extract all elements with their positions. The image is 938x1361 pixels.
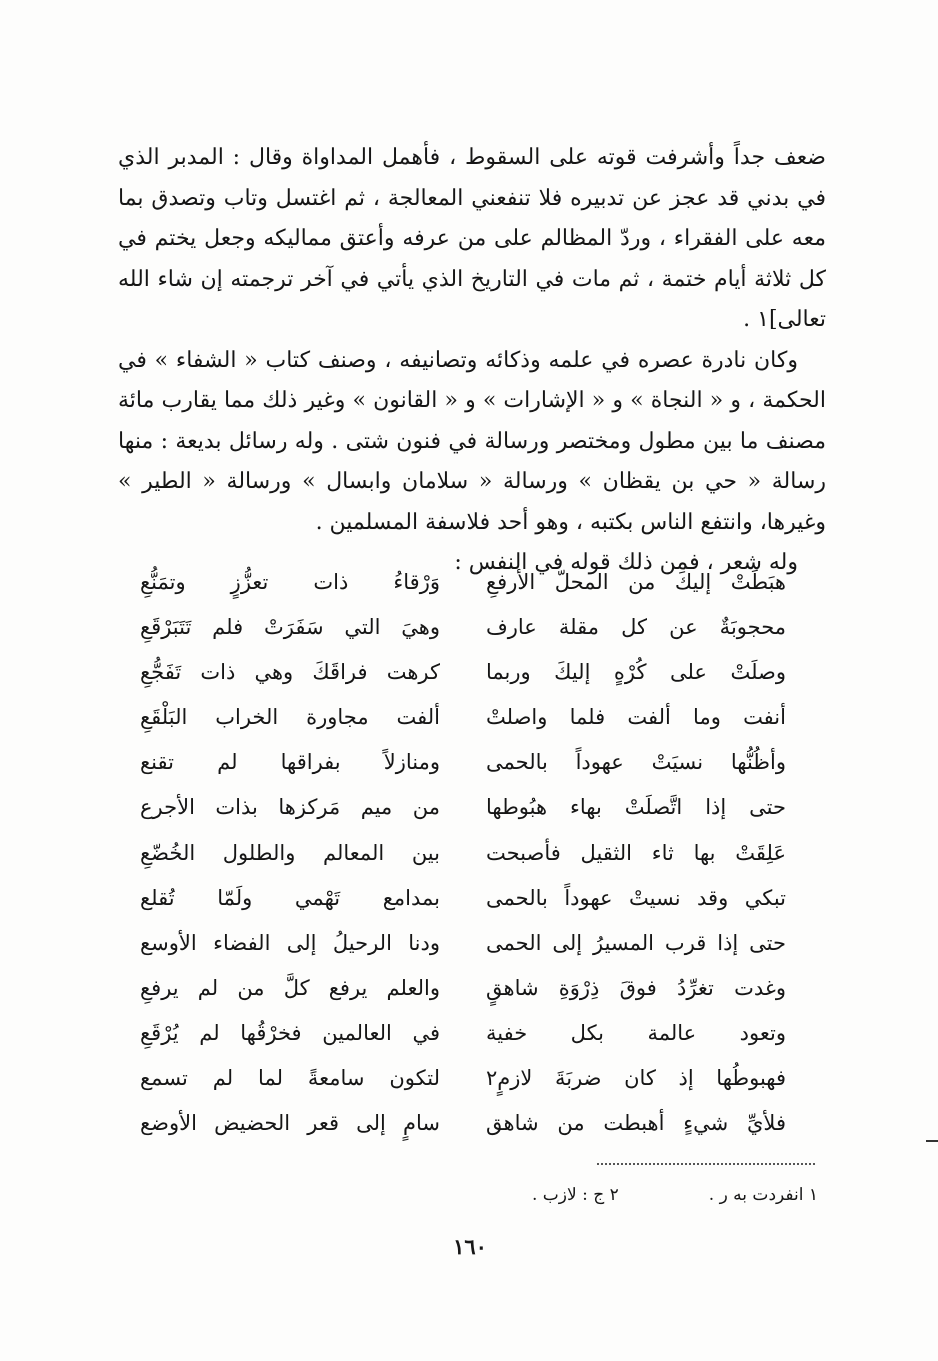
verse-second-hemistich: سامٍ إلى قعر الحضيض الأوضع <box>140 1111 440 1136</box>
verse-second-hemistich: وَرْقاءُ ذات تعزُّزٍ وتمَنُّعِ <box>140 570 440 594</box>
verse <box>140 1011 786 1056</box>
verse-first-hemistich: عَلِقَتْ بها ثاء الثقيل فأصبحت <box>486 840 786 865</box>
verse-first-hemistich: تبكي وقد نسيتْ عهوداً بالحمى <box>486 885 786 910</box>
prose-block <box>118 138 826 584</box>
page-number: ١٦٠ <box>453 1234 487 1259</box>
margin-mark <box>926 1140 938 1142</box>
verse <box>140 785 786 830</box>
verse-second-hemistich: في العالمين فخرْقُها لم يُرْقَعِ <box>140 1020 440 1045</box>
verse <box>140 650 786 695</box>
verse <box>140 831 786 876</box>
verse-second-hemistich: بين المعالم والطلول الخُضّعِ <box>140 840 440 865</box>
footnotes <box>420 1180 818 1210</box>
verse <box>140 740 786 785</box>
verse-first-hemistich: حتى إذا قرب المسيرُ إلى الحمى <box>486 930 786 955</box>
verse <box>140 1056 786 1101</box>
verse <box>140 921 786 966</box>
verse <box>140 876 786 921</box>
verse <box>140 560 786 605</box>
verse-second-hemistich: من ميم مَركزها بذات الأجرع <box>140 795 440 820</box>
verse <box>140 605 786 650</box>
verse-first-hemistich: فهبوطُها إذ كان ضربَةَ لازمٍ٢ <box>486 1066 786 1091</box>
footnote-1: ١ انفردت به ر . <box>708 1185 818 1205</box>
verse-first-hemistich: وغدت تغرِّدُ فوقَ ذِرْوَةِ شاهقٍ <box>486 975 786 1000</box>
footnote-divider <box>597 1163 815 1165</box>
verse-first-hemistich: فلأيِّ شيءٍ أهبطت من شاهق <box>486 1111 786 1136</box>
verse-second-hemistich: ألفت مجاورة الخراب البَلْقَعِ <box>140 705 440 730</box>
poem-intro: وله شعر ، فمن ذلك قوله في النفس : <box>454 550 798 575</box>
verse-second-hemistich: كرهت فراقَكَ وهي ذات تَفَجُّعِ <box>140 660 440 685</box>
prose-paragraph-1: ضعف جداً وأشرفت قوته على السقوط ، فأهمل المداواة وقال : المدبر الذي في بدني قد عجز عن تدبيره فلا تنفعني المعالجة ، ثم اغتسل وتاب وتصدق بما معه على الفقراء ، وردّ المظالم على من عرفه وأعتق مماليكه وجعل يختم في كل ثلاثة أيام ختمة ، ثم مات في التاريخ الذي يأتي في آخر ترجمته إن شاء الله تعالى]١ . <box>118 145 826 332</box>
verse <box>140 966 786 1011</box>
verse <box>140 1101 786 1146</box>
footnote-2: ٢ ج : لازب . <box>531 1185 619 1205</box>
verse-second-hemistich: وهيَ التي سَفَرَتْ فلم تَتَبَرْقَعِ <box>140 615 440 640</box>
verse-second-hemistich: بمدامع تَهْمي ولَمّا تُقلع <box>140 885 440 910</box>
verse-first-hemistich: وصلَتْ على كُرْهٍ إليكَ وربما <box>486 660 786 685</box>
verse-second-hemistich: ودنا الرحيلُ إلى الفضاء الأوسع <box>140 930 440 955</box>
verse <box>140 695 786 740</box>
verse-first-hemistich: وأظُنُّها نسيَتْ عهوداً بالحمى <box>486 750 786 775</box>
verse-second-hemistich: ومنازلاً بفراقها لم تقنع <box>140 750 440 775</box>
verse-second-hemistich: والعلم يرفع كلَّ من لم يرفعِ <box>140 975 440 1000</box>
verse-first-hemistich: أنفت وما ألفت فلما واصلتْ <box>486 705 786 730</box>
prose-paragraph-2: وكان نادرة عصره في علمه وذكائه وتصانيفه ، وصنف كتاب « الشفاء » في الحكمة ، و « النجاة » و « الإشارات » و « القانون » وغير ذلك مما يقارب مائة مصنف ما بين مطول ومختصر ورسالة في فنون شتى . وله رسائل بديعة : منها رسالة « حي بن يقظان » ورسالة « سلامان وابسال » ورسالة « الطير » وغيرها، وانتفع الناس بكتبه ، وهو أحد فلاسفة المسلمين . <box>118 347 826 535</box>
poem <box>140 560 786 1146</box>
verse-first-hemistich: هبَطَتْ إليكَ من المحلّ الأرفعِ <box>486 570 786 594</box>
verse-second-hemistich: لتكون سامعةً لما لم تسمع <box>140 1066 440 1091</box>
verse-first-hemistich: حتى إذا اتَّصلَتْ بهاء هبُوطها <box>486 795 786 820</box>
verse-first-hemistich: وتعود عالمة بكل خفية <box>486 1020 786 1045</box>
verse-first-hemistich: محجوبَةٌ عن كل مقلة عارف <box>486 615 786 640</box>
